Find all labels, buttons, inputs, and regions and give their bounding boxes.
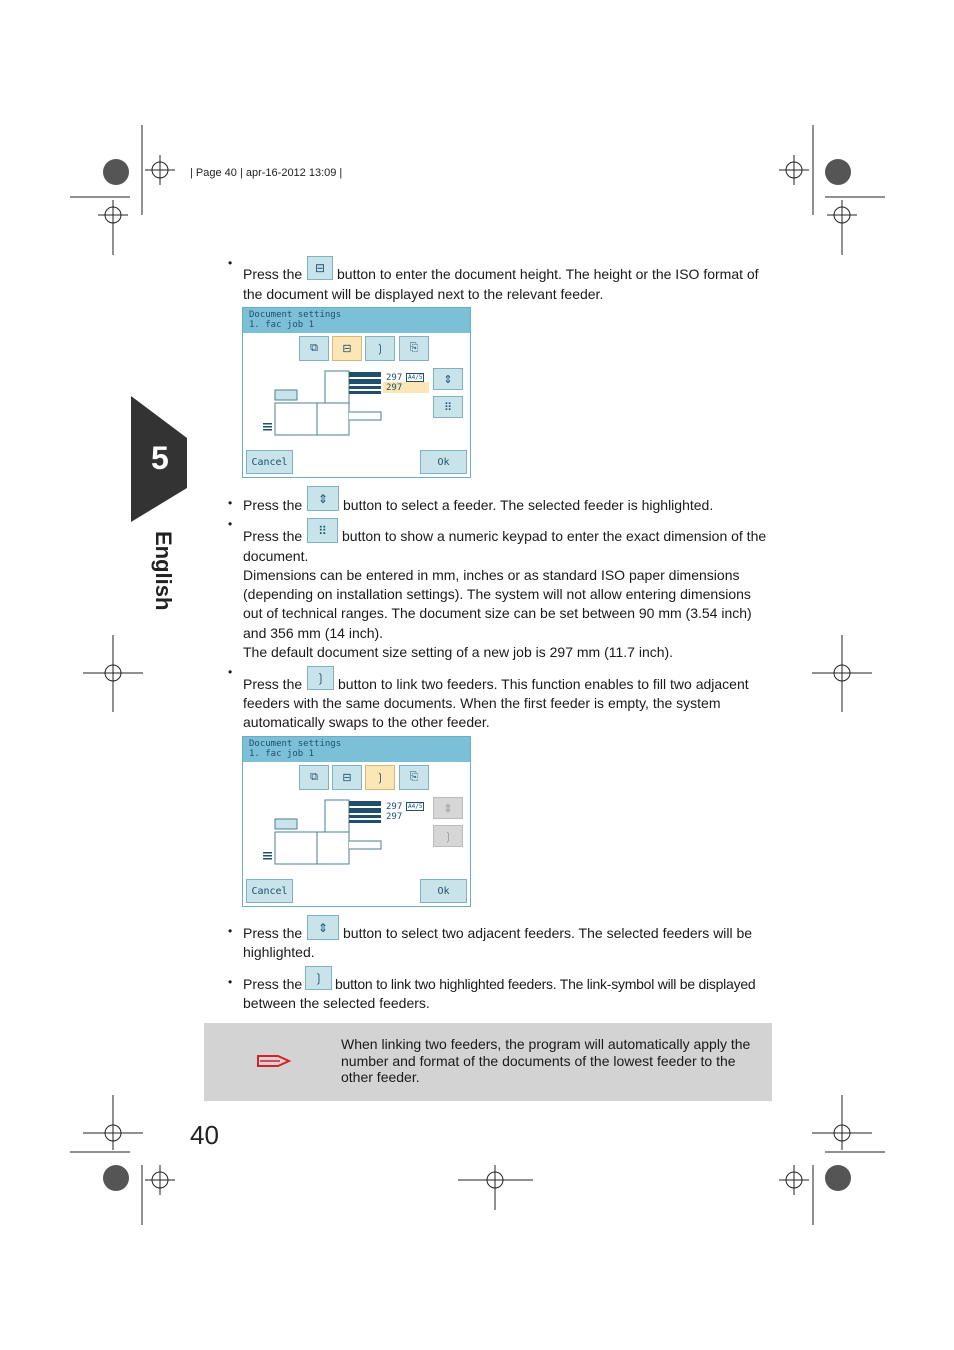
document-settings-screen-1 xyxy=(242,307,471,478)
bullet-adjacent-cont: highlighted. xyxy=(243,944,315,960)
iso-format: A4/5 xyxy=(408,803,423,810)
keypad-line-5: and 356 mm (14 inch). xyxy=(243,625,384,641)
link-icon: ❳ xyxy=(443,830,453,843)
link-icon: ❳ xyxy=(375,343,385,355)
link-highlighted-button[interactable] xyxy=(305,966,332,990)
screen-link-button[interactable] xyxy=(365,765,395,790)
document-settings-screen-2 xyxy=(242,736,471,907)
screen-doc-type-button[interactable] xyxy=(299,336,329,361)
note-box xyxy=(204,1023,772,1101)
keypad-line-4: out of technical ranges. The document size can be set between 90 mm (3.54 inch) xyxy=(243,605,752,621)
note-line-1: When linking two feeders, the program will automatically apply the xyxy=(341,1036,751,1052)
select-feeder-button[interactable] xyxy=(307,486,339,511)
bullet-mark: • xyxy=(228,665,233,679)
bullet-mark: • xyxy=(228,975,233,989)
note-line-2: number and format of the documents of the lowest feeder to the xyxy=(341,1053,736,1069)
keypad-icon: ⠿ xyxy=(443,401,453,414)
screen-height-button[interactable] xyxy=(332,336,362,361)
bullet-adjacent-post: button to select two adjacent feeders. The selected feeders will be xyxy=(343,925,753,941)
note-line-3: other feeder. xyxy=(341,1069,420,1085)
up-down-arrow-icon: ⇕ xyxy=(443,802,453,815)
cancel-button[interactable]: Cancel xyxy=(246,450,293,474)
screen-link-button[interactable] xyxy=(365,336,395,361)
bullet-link-post: button to link two feeders. This function enables to fill two adjacent xyxy=(338,676,749,692)
stack-icon: ⧉ xyxy=(310,771,318,783)
feeder-value-1: 297 xyxy=(386,373,403,383)
link-icon: ❳ xyxy=(313,971,324,985)
screen-keypad-button[interactable] xyxy=(433,396,463,418)
fold-icon: ⎘ xyxy=(409,342,419,354)
bullet-mark: • xyxy=(228,517,233,531)
document-height-icon: ⊟ xyxy=(314,261,326,275)
screen-job: 1. fac job 1 xyxy=(249,749,315,759)
screen-fold-button[interactable] xyxy=(399,336,429,361)
screen-height-button[interactable] xyxy=(332,765,362,790)
screen-select-feeder-button[interactable] xyxy=(433,368,463,390)
chapter-language: English xyxy=(151,531,176,611)
select-adjacent-button[interactable] xyxy=(307,915,339,940)
bullet-link-pre: Press the xyxy=(243,676,303,692)
up-down-arrow-icon: ⇕ xyxy=(443,373,453,386)
document-height-icon: ⊟ xyxy=(342,772,352,784)
link-line-1: feeders with the same documents. When the first feeder is empty, the system xyxy=(243,695,721,711)
screen-fold-button[interactable] xyxy=(399,765,429,790)
screen-title: Document settings xyxy=(249,310,342,320)
screen-doc-type-button[interactable] xyxy=(299,765,329,790)
bullet-keypad-post: button to show a numeric keypad to enter the exact dimension of the xyxy=(342,528,767,544)
screen-title: Document settings xyxy=(249,739,342,749)
pointing-hand-icon xyxy=(256,1051,292,1071)
screen-link-toggle-button[interactable] xyxy=(433,825,463,847)
ok-button[interactable]: Ok xyxy=(420,450,467,474)
up-down-arrow-icon: ⇕ xyxy=(317,920,329,935)
keypad-line-2: Dimensions can be entered in mm, inches or as standard ISO paper dimensions xyxy=(243,567,740,583)
feeder-value-2: 297 xyxy=(386,812,403,822)
print-header: | Page 40 | apr-16-2012 13:09 | xyxy=(190,167,343,179)
screen-select-feeder-button[interactable] xyxy=(433,797,463,819)
link-line-2: automatically swaps to the other feeder. xyxy=(243,714,490,730)
document-height-icon: ⊟ xyxy=(342,343,352,355)
up-down-arrow-icon: ⇕ xyxy=(317,491,329,506)
bullet-linkhl-cont: between the selected feeders. xyxy=(243,995,430,1011)
cancel-button[interactable]: Cancel xyxy=(246,879,293,903)
keypad-line-3: (depending on installation settings). The system will not allow entering dimensions xyxy=(243,586,751,602)
height-button[interactable] xyxy=(307,256,333,280)
chapter-tab xyxy=(131,396,187,522)
keypad-line-6: The default document size setting of a new job is 297 mm (11.7 inch). xyxy=(243,644,674,660)
keypad-button[interactable] xyxy=(307,518,338,543)
feeder-value-2: 297 xyxy=(386,383,403,393)
stack-icon: ⧉ xyxy=(310,342,318,354)
ok-button[interactable]: Ok xyxy=(420,879,467,903)
bullet-height-post: button to enter the document height. The height or the ISO format of xyxy=(337,266,759,282)
screen-job: 1. fac job 1 xyxy=(249,320,315,330)
keypad-icon: ⠿ xyxy=(318,523,327,538)
screen-title-bar xyxy=(243,308,470,333)
bullet-linkhl-pre: Press the xyxy=(243,976,303,992)
bullet-mark: • xyxy=(228,256,233,270)
screen-title-bar xyxy=(243,737,470,762)
link-icon: ❳ xyxy=(315,671,326,685)
link-icon: ❳ xyxy=(375,772,385,784)
fold-icon: ⎘ xyxy=(409,771,419,783)
bullet-height-pre: Press the xyxy=(243,266,303,282)
bullet-select-post: button to select a feeder. The selected feeder is highlighted. xyxy=(343,497,714,513)
iso-format: A4/5 xyxy=(408,374,423,381)
bullet-mark: • xyxy=(228,496,233,510)
bullet-adjacent-pre: Press the xyxy=(243,925,303,941)
link-button[interactable] xyxy=(307,666,334,690)
bullet-select-pre: Press the xyxy=(243,497,303,513)
bullet-mark: • xyxy=(228,924,233,938)
keypad-line-1: document. xyxy=(243,548,309,564)
bullet-height-cont: the document will be displayed next to the relevant feeder. xyxy=(243,286,604,302)
bullet-linkhl-post: button to link two highlighted feeders. The link-symbol will be displayed xyxy=(335,976,756,992)
chapter-number: 5 xyxy=(151,440,169,476)
bullet-keypad-pre: Press the xyxy=(243,528,303,544)
feeder-value-1: 297 xyxy=(386,802,403,812)
page-number: 40 xyxy=(190,1120,219,1150)
